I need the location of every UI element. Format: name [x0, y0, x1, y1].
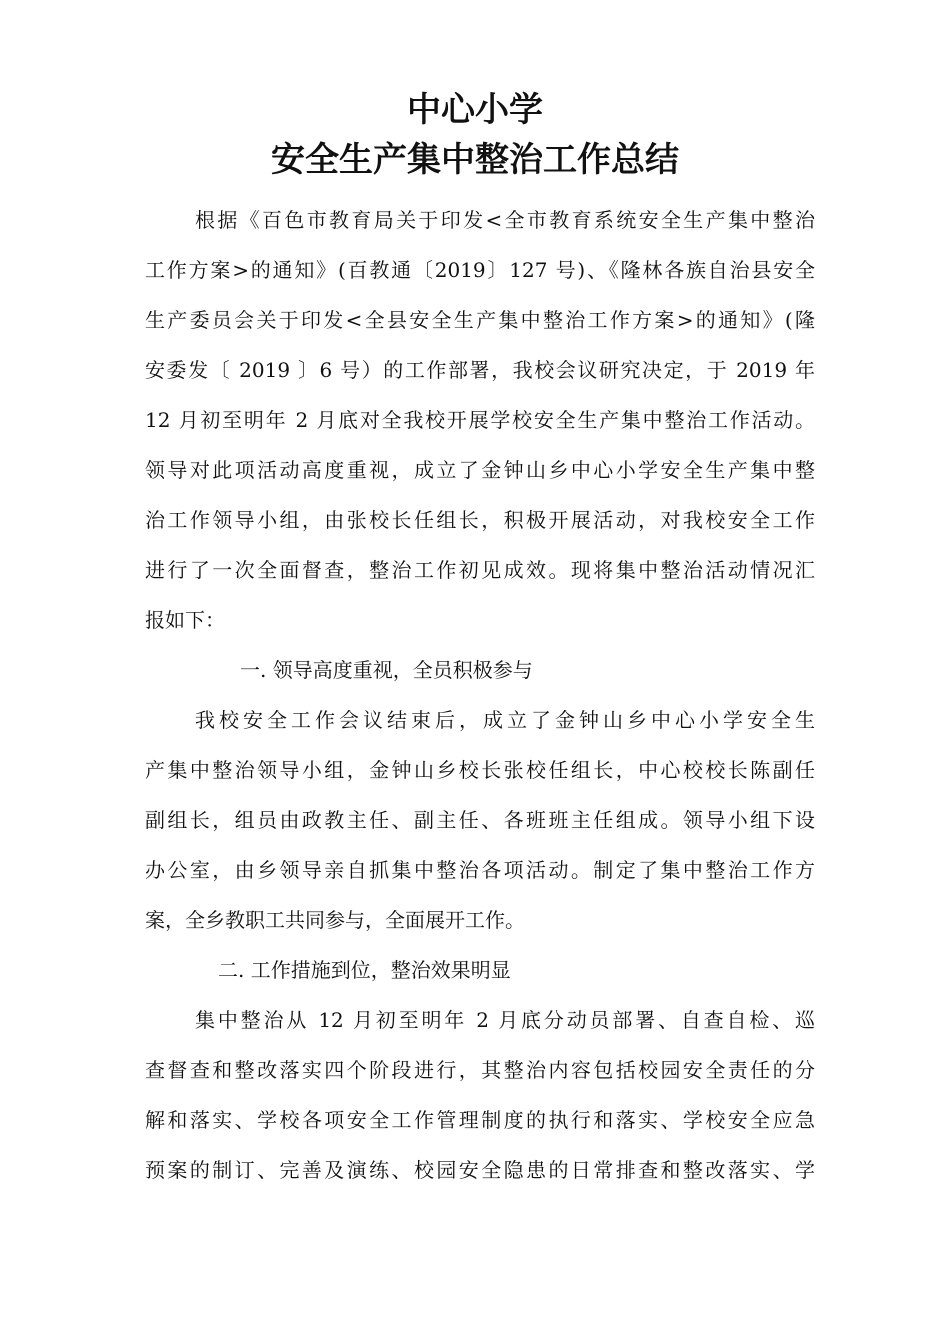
section2-line: 查督查和整改落实四个阶段进行，其整治内容包括校园安全责任的分	[145, 1058, 815, 1082]
section2-line: 集中整治从 12 月初至明年 2 月底分动员部署、自查自检、巡	[195, 1008, 815, 1032]
intro-line: 进行了一次全面督查，整治工作初见成效。现将集中整治活动情况汇	[145, 558, 815, 582]
section1-line: 副组长，组员由政教主任、副主任、各班班主任组成。领导小组下设	[145, 808, 815, 832]
section1-line: 办公室，由乡领导亲自抓集中整治各项活动。制定了集中整治工作方	[145, 858, 815, 882]
section2-line: 解和落实、学校各项安全工作管理制度的执行和落实、学校安全应急	[145, 1108, 815, 1132]
intro-line: 12 月初至明年 2 月底对全我校开展学校安全生产集中整治工作活动。	[145, 408, 815, 432]
section-heading-2: 二. 工作措施到位，整治效果明显	[218, 958, 511, 982]
intro-line: 工作方案>的通知》(百教通〔2019〕127 号)、《隆林各族自治县安全	[145, 258, 815, 282]
document-title-line2: 安全生产集中整治工作总结	[271, 140, 679, 180]
intro-line: 根据《百色市教育局关于印发<全市教育系统安全生产集中整治	[195, 208, 815, 232]
document-title-line1: 中心小学	[407, 90, 543, 130]
intro-line: 生产委员会关于印发<全县安全生产集中整治工作方案>的通知》(隆	[145, 308, 815, 332]
intro-line: 领导对此项活动高度重视，成立了金钟山乡中心小学安全生产集中整	[145, 458, 815, 482]
intro-line: 报如下：	[145, 608, 225, 632]
intro-line: 安委发〔 2019 〕6 号）的工作部署，我校会议研究决定，于 2019 年	[145, 358, 815, 382]
section1-line: 产集中整治领导小组，金钟山乡校长张校任组长，中心校校长陈副任	[145, 758, 815, 782]
section2-line: 预案的制订、完善及演练、校园安全隐患的日常排查和整改落实、学	[145, 1158, 815, 1182]
intro-line: 治工作领导小组，由张校长任组长，积极开展活动，对我校安全工作	[145, 508, 815, 532]
section1-line: 案，全乡教职工共同参与，全面展开工作。	[145, 908, 525, 932]
section1-line: 我校安全工作会议结束后，成立了金钟山乡中心小学安全生	[195, 708, 815, 732]
section-heading-1: 一. 领导高度重视，全员积极参与	[240, 658, 533, 682]
